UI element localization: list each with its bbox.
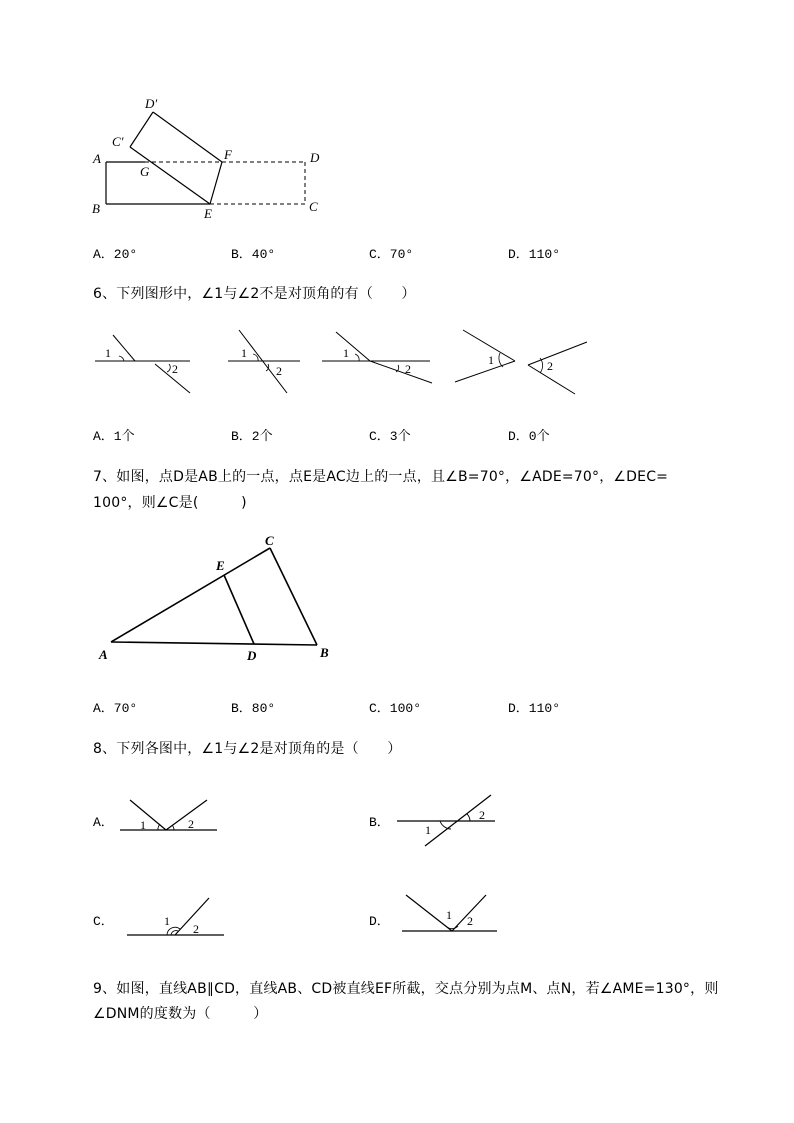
q7-triangle-diagram — [0, 530, 794, 690]
q5-option-c[interactable]: C．70° — [369, 247, 414, 262]
q8-d-angle2: 2 — [467, 914, 473, 928]
q6-option-a[interactable]: A．1个 — [93, 429, 135, 444]
q8-d-angle1: 1 — [446, 908, 452, 922]
q6-angle-diagrams — [0, 320, 794, 440]
q6-stem: 6、下列图形中，∠1与∠2不是对顶角的有（ ） — [93, 286, 416, 302]
label-g: G — [140, 164, 150, 179]
q6-option-b[interactable]: B．2个 — [231, 429, 273, 444]
q8-option-d-letter[interactable]: D． — [369, 914, 390, 929]
q8-angle-diagrams — [0, 790, 794, 950]
q8-a-angle2: 2 — [188, 817, 194, 831]
q7-stem-line2: 100°，则∠C是( ) — [93, 495, 247, 511]
q9-stem-line2: ∠DNM的度数为（ ） — [93, 1006, 268, 1022]
label-b: B — [92, 201, 100, 216]
q7-option-c[interactable]: C．100° — [369, 701, 422, 716]
label-a: A — [93, 151, 101, 166]
q8-b-angle1: 1 — [425, 823, 431, 837]
q8-stem: 8、下列各图中，∠1与∠2是对顶角的是（ ） — [93, 741, 402, 757]
q8-b-angle2: 2 — [479, 808, 485, 822]
q7-label-c: C — [265, 533, 274, 548]
q7-label-a: A — [99, 647, 108, 662]
q6-fig4-angle2: 2 — [547, 359, 553, 373]
q6-option-d[interactable]: D．0个 — [508, 429, 550, 444]
q5-option-a[interactable]: A．20° — [93, 247, 138, 262]
q8-c-angle2: 2 — [193, 922, 199, 936]
q8-a-angle1: 1 — [140, 818, 146, 832]
label-c: C — [309, 199, 318, 214]
label-d: D — [310, 150, 320, 165]
q7-stem-line1: 7、如图，点D是AB上的一点，点E是AC边上的一点，且∠B=70°，∠ADE=70°，∠DEC= — [93, 469, 669, 485]
label-d-prime: D′ — [145, 96, 158, 111]
q6-fig1-angle1: 1 — [105, 346, 111, 360]
q7-option-b[interactable]: B．80° — [231, 701, 276, 716]
q5-option-d[interactable]: D．110° — [508, 247, 561, 262]
label-e: E — [204, 206, 212, 221]
q7-option-d[interactable]: D．110° — [508, 701, 561, 716]
q8-option-b-letter[interactable]: B． — [369, 815, 390, 830]
q8-c-angle1: 1 — [164, 914, 170, 928]
q8-option-a-letter[interactable]: A． — [93, 815, 114, 830]
q6-fig2-angle1: 1 — [241, 346, 247, 360]
q6-fig2-angle2: 2 — [276, 364, 282, 378]
q6-option-c[interactable]: C．3个 — [369, 429, 411, 444]
q7-label-d: D — [247, 648, 257, 663]
q7-option-a[interactable]: A．70° — [93, 701, 138, 716]
label-c-prime: C′ — [112, 134, 124, 149]
q6-fig3-angle2: 2 — [405, 362, 411, 376]
q7-label-e: E — [216, 558, 225, 573]
q8-option-c-letter[interactable]: C． — [93, 914, 114, 929]
q5-rectangle-fold-diagram — [0, 0, 794, 240]
q9-stem-line1: 9、如图，直线AB∥CD，直线AB、CD被直线EF所截，交点分别为点M、点N，若∠AME=130°，则 — [93, 981, 719, 997]
q7-label-b: B — [320, 645, 329, 660]
q6-fig4-angle1: 1 — [488, 353, 494, 367]
q6-fig3-angle1: 1 — [343, 346, 349, 360]
label-f: F — [224, 147, 232, 162]
q5-option-b[interactable]: B．40° — [231, 247, 276, 262]
q6-fig1-angle2: 2 — [172, 362, 178, 376]
